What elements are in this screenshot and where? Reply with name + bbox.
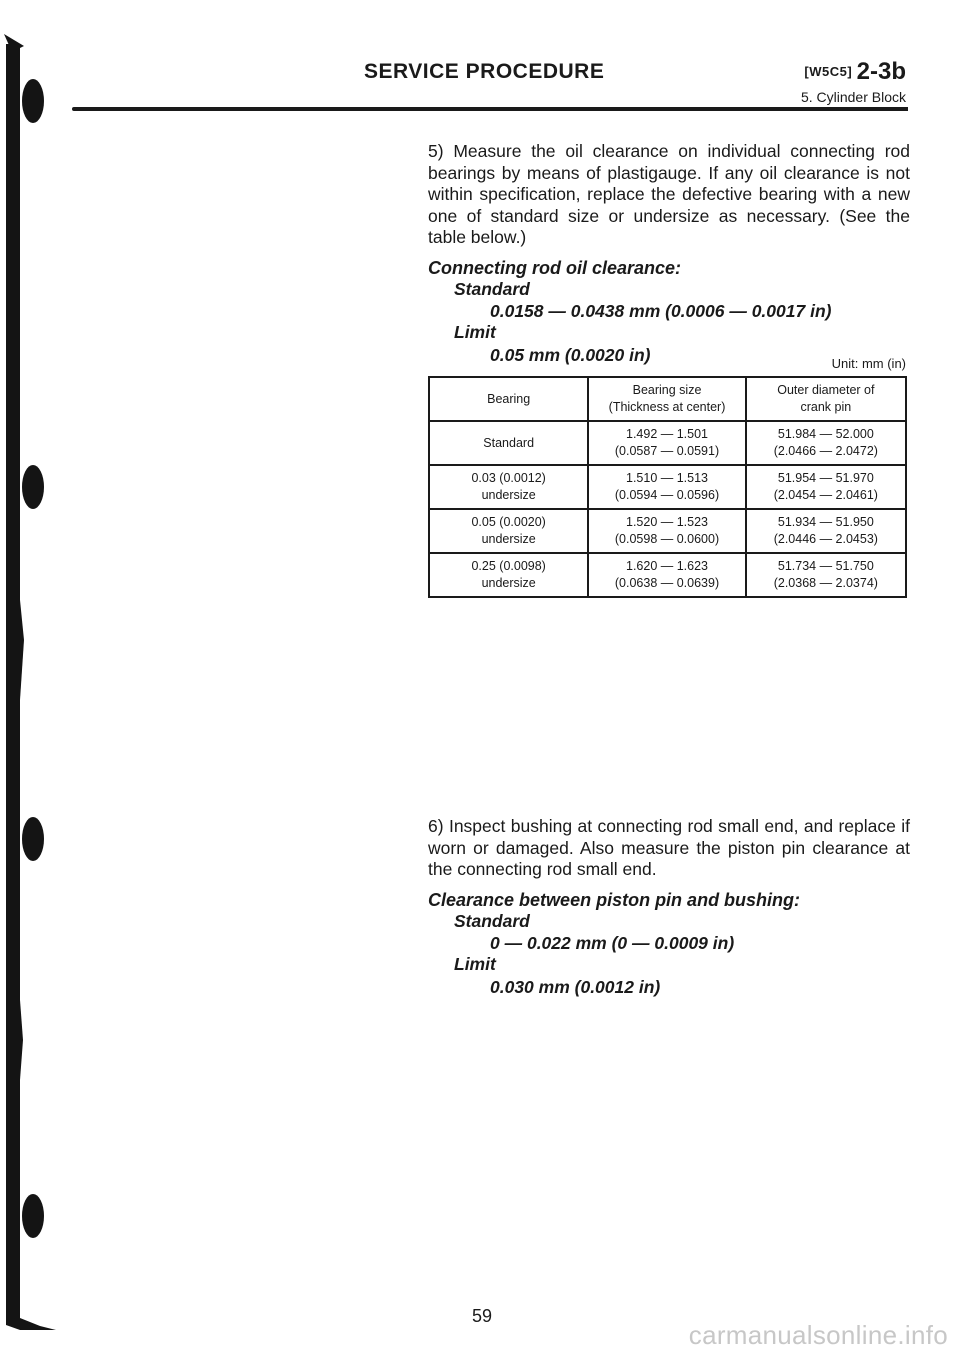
table-cell: 1.520 — 1.523 (0.0598 — 0.0600) [588,509,745,553]
table-cell: 51.984 — 52.000 (2.0466 — 2.0472) [746,421,906,465]
table-header-cell: Outer diameter of crank pin [746,377,906,421]
bearing-size-table [428,376,907,598]
table-cell: 0.05 (0.0020) undersize [429,509,588,553]
header-rule [72,107,908,111]
step-6-text: 6) Inspect bushing at connecting rod small end, and replace if worn or damaged. Also measure the piston pin clearance at the connecting rod small end. [428,816,910,879]
binding-edge-decoration [0,0,60,1358]
step-6-section [428,816,910,998]
table-cell: Standard [429,421,588,465]
step-5-standard-label: Standard [454,278,530,299]
step-5-limit-label: Limit [454,322,496,342]
table-cell: 51.934 — 51.950 (2.0446 — 2.0453) [746,509,906,553]
watermark: carmanualsonline.info [688,1320,948,1350]
step-6-standard-value: 0 — 0.022 mm (0 — 0.0009 in) [490,933,735,953]
table-cell: 0.25 (0.0098) undersize [429,553,588,597]
step-6-limit-value: 0.030 mm (0.0012 in) [490,976,661,997]
page-code: 2-3b [856,58,906,85]
table-cell: 1.492 — 1.501 (0.0587 — 0.0591) [588,421,745,465]
table-cell: 0.03 (0.0012) undersize [429,465,588,509]
step-5-spec-title: Connecting rod oil clearance: [428,257,682,278]
table-cell: 51.734 — 51.750 (2.0368 — 2.0374) [746,553,906,597]
step-5-section [428,141,910,366]
table-cell: 1.510 — 1.513 (0.0594 — 0.0596) [588,465,745,509]
table-header-cell: Bearing size (Thickness at center) [588,377,745,421]
table-header-cell: Bearing [429,377,588,421]
step-5-text: 5) Measure the oil clearance on individual connecting rod bearings by means of plastigauge. If any oil clearance is not within specification, replace the defective bearing with a new one of standard size or undersize as necessary. (See the table below.) [428,141,910,247]
table-row [429,553,906,597]
table-unit: Unit: mm (in) [831,356,906,371]
page-number: 59 [472,1306,493,1326]
step-6-standard-label: Standard [454,910,530,931]
step-5-standard-value: 0.0158 — 0.0438 mm (0.0006 — 0.0017 in) [490,301,832,321]
table-row [429,421,906,465]
table-row [429,465,906,509]
subsection-title: 5. Cylinder Block [800,89,906,105]
table-row [429,509,906,553]
step-6-spec-title: Clearance between piston pin and bushing: [428,889,801,910]
table-cell: 51.954 — 51.970 (2.0454 — 2.0461) [746,465,906,509]
table-header-row [429,377,906,421]
page-title: SERVICE PROCEDURE [364,60,605,83]
section-code [804,58,906,86]
manual-code: [W5C5] [804,64,853,79]
table-cell: 1.620 — 1.623 (0.0638 — 0.0639) [588,553,745,597]
step-6-limit-label: Limit [454,954,496,974]
step-5-limit-value: 0.05 mm (0.0020 in) [490,344,651,365]
